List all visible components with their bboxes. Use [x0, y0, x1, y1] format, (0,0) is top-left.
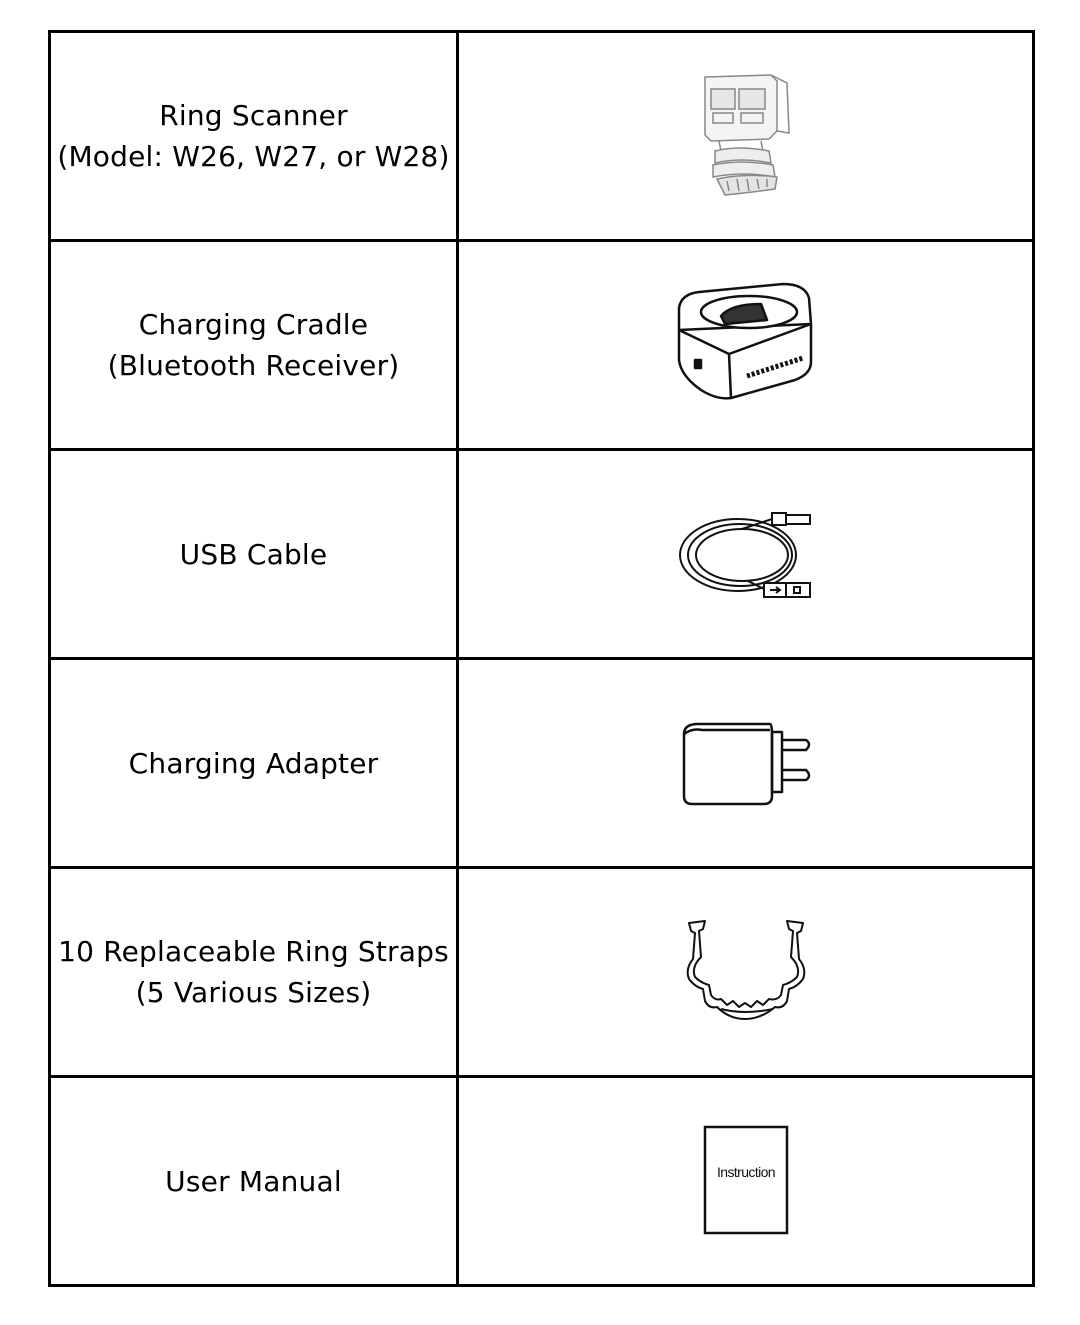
- item-name: USB Cable: [179, 537, 328, 571]
- manual-cover-text: Instruction: [716, 1164, 775, 1180]
- table-row: [50, 32, 1034, 241]
- item-image-cell: [458, 241, 1034, 450]
- item-name: User Manual: [165, 1164, 342, 1198]
- table-row: [50, 450, 1034, 659]
- item-name: 10 Replaceable Ring Straps: [58, 935, 449, 968]
- table-row: [50, 868, 1034, 1077]
- item-label-cell: [50, 32, 458, 241]
- usb-cable-illustration: [676, 509, 816, 599]
- ring-straps-illustration: [681, 917, 811, 1027]
- table-row: [50, 1077, 1034, 1286]
- item-name: Charging Cradle: [138, 308, 369, 341]
- item-label-cell: [50, 1077, 458, 1286]
- user-manual-illustration: [701, 1125, 791, 1237]
- item-image-cell: [458, 1077, 1034, 1286]
- item-label-cell: [50, 868, 458, 1077]
- item-image-cell: [458, 32, 1034, 241]
- charging-cradle-illustration: [671, 280, 821, 410]
- table-row: [50, 241, 1034, 450]
- item-name: Ring Scanner: [159, 99, 348, 132]
- item-name: Charging Adapter: [128, 746, 379, 780]
- item-image-cell: [458, 868, 1034, 1077]
- item-image-cell: [458, 659, 1034, 868]
- item-image-cell: [458, 450, 1034, 659]
- item-detail: (Model: W26, W27, or W28): [57, 140, 450, 173]
- item-detail: (5 Various Sizes): [135, 976, 372, 1009]
- item-label-cell: [50, 659, 458, 868]
- package-contents-table: [48, 30, 1035, 1287]
- ring-scanner-illustration: [691, 69, 801, 204]
- item-label-cell: [50, 450, 458, 659]
- item-detail: (Bluetooth Receiver): [107, 349, 400, 382]
- charging-adapter-illustration: [676, 718, 816, 808]
- table-row: [50, 659, 1034, 868]
- item-label-cell: [50, 241, 458, 450]
